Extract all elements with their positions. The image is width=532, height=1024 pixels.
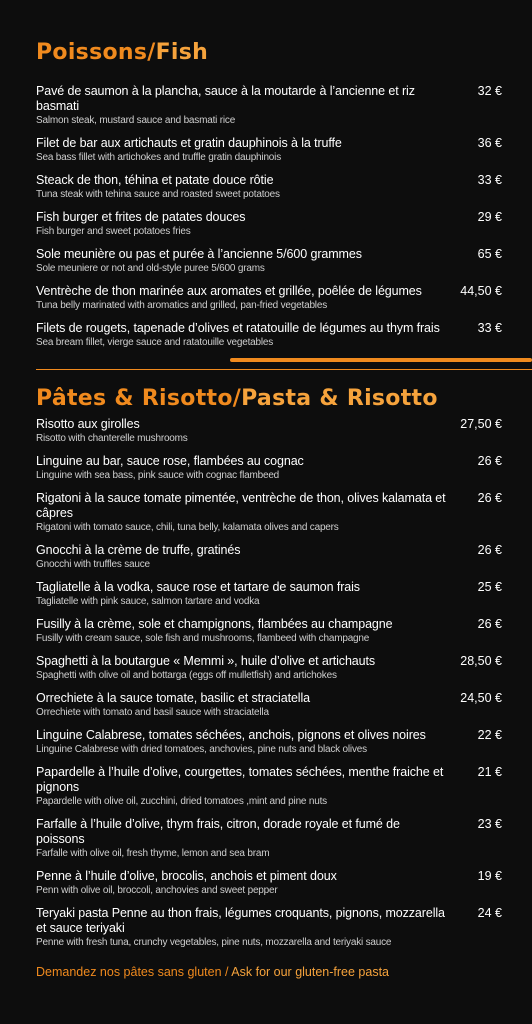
dish-price: 22 €	[477, 728, 502, 742]
menu-item	[36, 247, 502, 275]
pasta-section-title	[36, 386, 438, 411]
menu-item	[36, 284, 502, 312]
menu-item	[36, 617, 502, 645]
menu-item	[36, 728, 502, 756]
dish-price: 32 €	[477, 84, 502, 98]
dish-name-fr: Penne à l’huile d’olive, brocolis, anchois et piment doux	[36, 869, 337, 883]
dish-name-en: Gnocchi with truffles sauce	[36, 559, 150, 570]
dish-name-fr: Linguine au bar, sauce rose, flambées au cognac	[36, 454, 304, 468]
dish-name-en: Rigatoni with tomato sauce, chili, tuna belly, kalamata olives and capers	[36, 522, 339, 533]
dish-name-en: Salmon steak, mustard sauce and basmati rice	[36, 115, 236, 126]
dish-name-fr: Filets de rougets, tapenade d’olives et ratatouille de légumes au thym frais	[36, 321, 440, 335]
pasta-menu-list	[36, 417, 502, 958]
dish-name-en: Sea bream fillet, vierge sauce and ratatouille vegetables	[36, 337, 274, 348]
dish-name-fr: Tagliatelle à la vodka, sauce rose et tartare de saumon frais	[36, 580, 360, 594]
dish-name-fr: Rigatoni à la sauce tomate pimentée, ventrèche de thon, olives kalamata et câpres	[36, 491, 446, 520]
menu-item	[36, 691, 502, 719]
pasta-title-en: Pasta & Risotto	[241, 386, 438, 411]
dish-name-en: Sea bass fillet with artichokes and truffle gratin dauphinois	[36, 152, 281, 163]
dish-name-fr: Spaghetti à la boutargue « Memmi », huile d’olive et artichauts	[36, 654, 376, 668]
menu-item	[36, 417, 502, 445]
dish-name-en: Tuna steak with tehina sauce and roasted sweet potatoes	[36, 189, 280, 200]
menu-item	[36, 543, 502, 571]
dish-price: 26 €	[477, 543, 502, 557]
menu-item	[36, 173, 502, 201]
dish-name-en: Linguine with sea bass, pink sauce with cognac flambeed	[36, 470, 280, 481]
section-divider	[230, 358, 532, 362]
dish-name-en: Papardelle with olive oil, zucchini, dried tomatoes ,mint and pine nuts	[36, 796, 327, 807]
dish-name-en: Spaghetti with olive oil and bottarga (eggs off mulletfish) and artichokes	[36, 670, 337, 681]
dish-name-fr: Fish burger et frites de patates douces	[36, 210, 246, 224]
dish-price: 33 €	[477, 173, 502, 187]
dish-name-fr: Farfalle à l’huile d’olive, thym frais, citron, dorade royale et fumé de poissons	[36, 817, 400, 846]
dish-name-fr: Risotto aux girolles	[36, 417, 140, 431]
dish-name-en: Tagliatelle with pink sauce, salmon tartare and vodka	[36, 596, 260, 607]
dish-name-en: Penne with fresh tuna, crunchy vegetables, pine nuts, mozzarella and teriyaki sauce	[36, 937, 392, 948]
menu-item	[36, 654, 502, 682]
dish-name-fr: Fusilly à la crème, sole et champignons, flambées au champagne	[36, 617, 393, 631]
dish-name-fr: Teryaki pasta Penne au thon frais, légumes croquants, pignons, mozzarella et sauce teriyaki	[36, 906, 445, 935]
dish-name-en: Risotto with chanterelle mushrooms	[36, 433, 188, 444]
dish-price: 27,50 €	[460, 417, 502, 431]
dish-name-en: Fish burger and sweet potatoes fries	[36, 226, 191, 237]
pasta-title-fr: Pâtes & Risotto/	[36, 386, 242, 411]
dish-name-fr: Ventrèche de thon marinée aux aromates et grillée, poêlée de légumes	[36, 284, 422, 298]
dish-price: 19 €	[477, 869, 502, 883]
dish-name-en: Tuna belly marinated with aromatics and grilled, pan-fried vegetables	[36, 300, 327, 311]
dish-price: 25 €	[477, 580, 502, 594]
dish-name-fr: Steack de thon, téhina et patate douce rôtie	[36, 173, 274, 187]
dish-price: 36 €	[477, 136, 502, 150]
fish-section-title	[36, 40, 208, 65]
menu-item	[36, 765, 502, 808]
menu-item	[36, 906, 502, 949]
dish-price: 24,50 €	[460, 691, 502, 705]
gluten-free-note-en: Ask for our gluten-free pasta	[231, 965, 390, 979]
dish-price: 26 €	[477, 617, 502, 631]
menu-item	[36, 321, 502, 349]
dish-name-fr: Gnocchi à la crème de truffe, gratinés	[36, 543, 241, 557]
gluten-free-note	[36, 965, 389, 979]
dish-price: 28,50 €	[460, 654, 502, 668]
menu-item	[36, 491, 502, 534]
gluten-free-note-fr: Demandez nos pâtes sans gluten	[36, 965, 222, 979]
dish-price: 23 €	[477, 817, 502, 831]
dish-price: 24 €	[477, 906, 502, 920]
menu-item	[36, 210, 502, 238]
menu-item	[36, 869, 502, 897]
dish-name-fr: Sole meunière ou pas et purée à l’ancienne 5/600 grammes	[36, 247, 362, 261]
fish-title-en: Fish	[155, 40, 209, 65]
dish-price: 26 €	[477, 454, 502, 468]
dish-name-fr: Orrechiete à la sauce tomate, basilic et straciatella	[36, 691, 310, 705]
dish-price: 26 €	[477, 491, 502, 505]
dish-name-en: Sole meuniere or not and old-style puree 5/600 grams	[36, 263, 265, 274]
fish-title-fr: Poissons/	[36, 40, 156, 65]
fish-menu-list	[36, 84, 502, 358]
dish-name-en: Orrechiete with tomato and basil sauce with straciatella	[36, 707, 269, 718]
menu-item	[36, 817, 502, 860]
dish-price: 33 €	[477, 321, 502, 335]
dish-name-en: Linguine Calabrese with dried tomatoes, anchovies, pine nuts and black olives	[36, 744, 367, 755]
dish-price: 44,50 €	[460, 284, 502, 298]
dish-name-fr: Linguine Calabrese, tomates séchées, anchois, pignons et olives noires	[36, 728, 426, 742]
dish-name-en: Fusilly with cream sauce, sole fish and mushrooms, flambeed with champagne	[36, 633, 370, 644]
menu-item	[36, 136, 502, 164]
dish-name-en: Penn with olive oil, broccoli, anchovies and sweet pepper	[36, 885, 278, 896]
dish-name-fr: Papardelle à l’huile d’olive, courgettes, tomates séchées, menthe fraiche et pignons	[36, 765, 444, 794]
dish-name-en: Farfalle with olive oil, fresh thyme, lemon and sea bram	[36, 848, 270, 859]
menu-item	[36, 580, 502, 608]
section-divider-line	[36, 369, 532, 370]
dish-price: 29 €	[477, 210, 502, 224]
dish-price: 21 €	[477, 765, 502, 779]
menu-item	[36, 454, 502, 482]
dish-price: 65 €	[477, 247, 502, 261]
menu-item	[36, 84, 502, 127]
dish-name-fr: Pavé de saumon à la plancha, sauce à la moutarde à l’ancienne et riz basmati	[36, 84, 415, 113]
dish-name-fr: Filet de bar aux artichauts et gratin dauphinois à la truffe	[36, 136, 342, 150]
gluten-free-note-separator: /	[221, 965, 232, 979]
